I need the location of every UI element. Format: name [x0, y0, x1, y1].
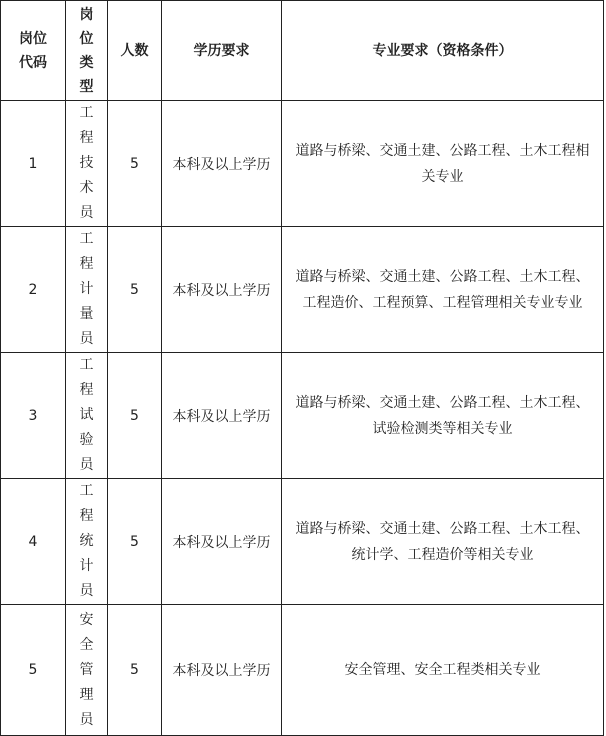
- table-row: [1, 479, 604, 605]
- position-code-cell: 1: [1, 101, 66, 227]
- table-header-row: [1, 1, 604, 101]
- education-cell: 本科及以上学历: [162, 227, 282, 353]
- education-cell: 本科及以上学历: [162, 605, 282, 736]
- education-cell: 本科及以上学历: [162, 101, 282, 227]
- education-cell: 本科及以上学历: [162, 479, 282, 605]
- headcount-cell: 5: [108, 479, 162, 605]
- headcount-cell: 5: [108, 605, 162, 736]
- headcount-cell: 5: [108, 101, 162, 227]
- headcount-cell: 5: [108, 227, 162, 353]
- header-position-type: 岗位类型: [66, 1, 108, 101]
- header-education: 学历要求: [162, 1, 282, 101]
- position-type-cell: 安全管理员: [66, 605, 108, 736]
- headcount-cell: 5: [108, 353, 162, 479]
- major-cell: 道路与桥梁、交通土建、公路工程、土木工程、试验检测类等相关专业: [282, 353, 604, 479]
- position-code-cell: 2: [1, 227, 66, 353]
- position-type-cell: 工程试验员: [66, 353, 108, 479]
- header-position-code: 岗位代码: [1, 1, 66, 101]
- major-cell: 道路与桥梁、交通土建、公路工程、土木工程、统计学、工程造价等相关专业: [282, 479, 604, 605]
- position-code-cell: 3: [1, 353, 66, 479]
- table-row: [1, 227, 604, 353]
- header-headcount: 人数: [108, 1, 162, 101]
- major-cell: 安全管理、安全工程类相关专业: [282, 605, 604, 736]
- position-type-cell: 工程技术员: [66, 101, 108, 227]
- major-cell: 道路与桥梁、交通土建、公路工程、土木工程相关专业: [282, 101, 604, 227]
- table-row: [1, 101, 604, 227]
- position-type-cell: 工程计量员: [66, 227, 108, 353]
- position-code-cell: 4: [1, 479, 66, 605]
- table-row: [1, 605, 604, 736]
- education-cell: 本科及以上学历: [162, 353, 282, 479]
- position-code-cell: 5: [1, 605, 66, 736]
- header-major: 专业要求（资格条件）: [282, 1, 604, 101]
- position-type-cell: 工程统计员: [66, 479, 108, 605]
- major-cell: 道路与桥梁、交通土建、公路工程、土木工程、工程造价、工程预算、工程管理相关专业专业: [282, 227, 604, 353]
- table-row: [1, 353, 604, 479]
